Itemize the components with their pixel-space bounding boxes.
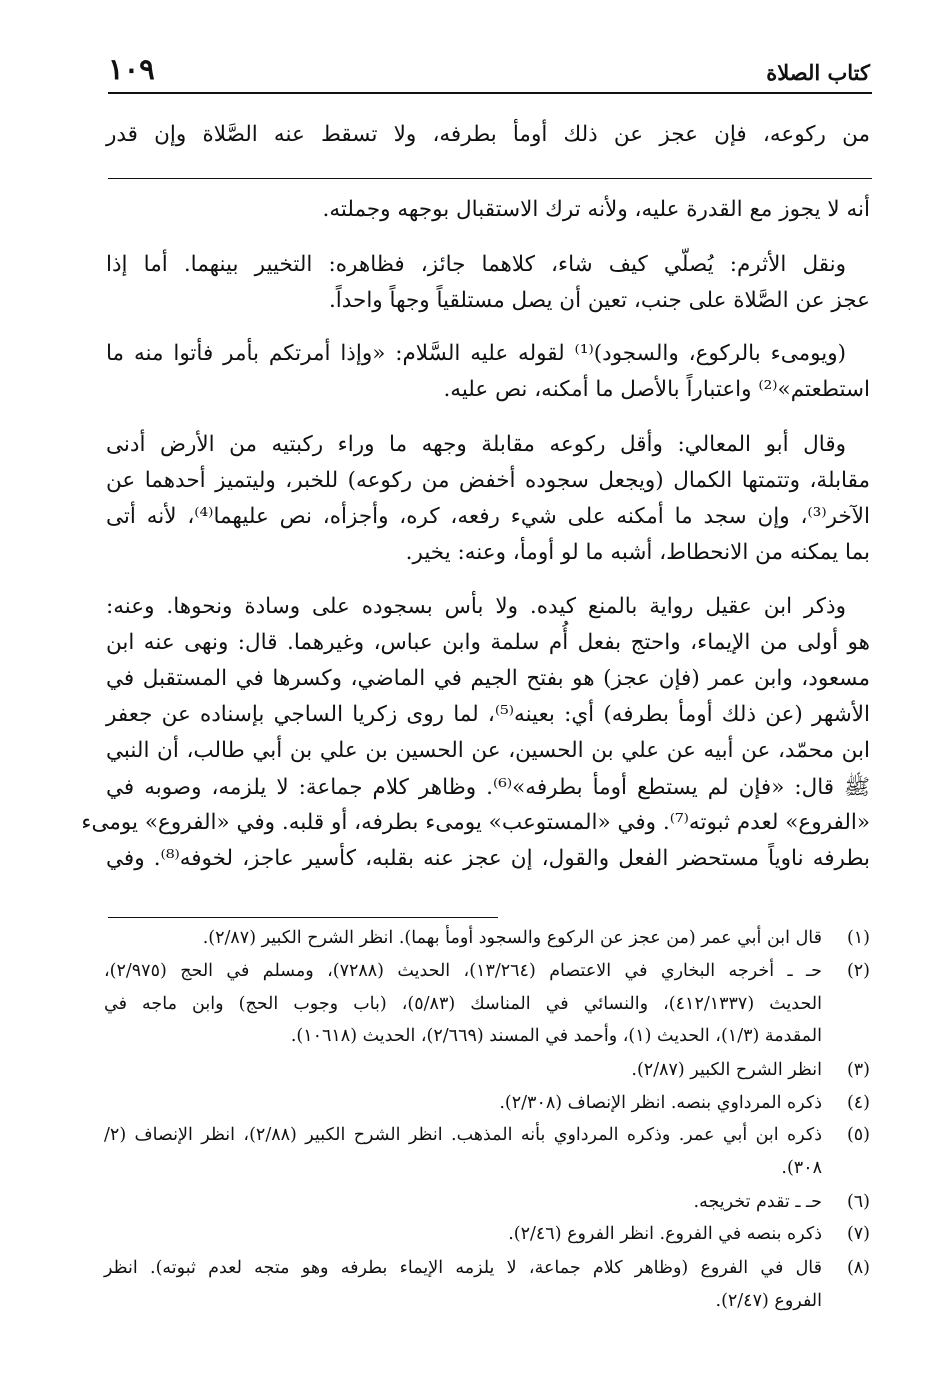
- body-line: بطرفه ناوياً مستحضر الفعل والقول، إن عجز عنه بقلبه، كأسير عاجز، لخوفه⁽⁸⁾. وفي: [106, 846, 871, 871]
- footnote-text: الفروع (٢/٤٧).: [715, 1291, 822, 1311]
- body-line: ﷺ قال: «فإن لم يستطع أومأ بطرفه»⁽⁶⁾. وظاهر كلام جماعة: لا يلزمه، وصوبه في: [106, 775, 870, 800]
- footnote-number: (٧): [846, 1224, 870, 1244]
- footnote-text: ذكره المرداوي بنصه. انظر الإنصاف (٢/٣٠٨).: [499, 1093, 822, 1113]
- footnote-number: (١): [846, 928, 870, 948]
- body-line: (ويومىء بالركوع، والسجود)⁽¹⁾ لقوله عليه السَّلام: «وإذا أمرتكم بأمر فأتوا منه ما: [106, 341, 846, 366]
- carry-over-line: من ركوعه، فإن عجز عن ذلك أومأ بطرفه، ولا تسقط عنه الصَّلاة وإن قدر: [106, 122, 871, 147]
- body-line: «الفروع» لعدم ثبوته⁽⁷⁾. وفي «المستوعب» يومىء بطرفه، أو قلبه. وفي «الفروع» يومىء: [81, 810, 870, 835]
- footnote-text: ذكره ابن أبي عمر. وذكره المرداوي بأنه المذهب. انظر الشرح الكبير (٢/٨٨)، انظر الإنصاف (٢/: [104, 1125, 822, 1145]
- body-line: وقال أبو المعالي: وأقل ركوعه مقابلة وجهه ما وراء ركبتيه من الأرض أدنى: [106, 432, 846, 457]
- body-line: الآخر⁽³⁾، وإن سجد ما أمكنه على شيء رفعه، كره، وأجزأه، نص عليهما⁽⁴⁾، لأنه أتى: [106, 504, 870, 529]
- running-header: [108, 52, 870, 92]
- footnote-number: (٣): [846, 1060, 870, 1080]
- footnote-rule: [108, 917, 498, 918]
- book-title: كتاب الصلاة: [766, 60, 870, 85]
- body-line: مقابلة، وتتمتها الكمال (ويجعل سجوده أخفض من ركوعه) للخبر، وليتميز أحدهما عن: [106, 468, 870, 493]
- footnote-number: (٦): [846, 1192, 870, 1212]
- footnote-text: الحديث (٤١٢/١٣٣٧)، والنسائي في المناسك (٥/٨٣)، (باب وجوب الحج) وابن ماجه في: [104, 994, 822, 1014]
- body-line: عجز عن الصَّلاة على جنب، تعين أن يصل مستلقياً وجهاً واحداً.: [328, 288, 870, 313]
- footnote-text: حـ ـ أخرجه البخاري في الاعتصام (١٣/٢٦٤)، الحديث (٧٢٨٨)، ومسلم في الحج (٢/٩٧٥)،: [104, 961, 822, 981]
- body-line: الأشهر (عن ذلك أومأ بطرفه) أي: بعينه⁽⁵⁾، لما روى زكريا الساجي بإسناده عن جعفر: [106, 702, 870, 727]
- footnote-number: (٢): [846, 961, 870, 981]
- footnote-number: (٥): [846, 1125, 870, 1145]
- body-line: ابن محمّد، عن أبيه عن علي بن الحسين، عن الحسين بن علي بن أبي طالب، أن النبي: [106, 738, 870, 763]
- carry-over-rule: [108, 178, 872, 179]
- body-line: استطعتم»⁽²⁾ واعتباراً بالأصل ما أمكنه، نص عليه.: [443, 377, 870, 402]
- body-line: ونقل الأثرم: يُصلّي كيف شاء، كلاهما جائز، فظاهره: التخيير بينهما. أما إذا: [106, 252, 846, 277]
- footnote-text: المقدمة (١/٣)، الحديث (١)، وأحمد في المسند (٢/٦٦٩)، الحديث (١٠٦١٨).: [290, 1026, 822, 1046]
- footnote-text: انظر الشرح الكبير (٢/٨٧).: [631, 1060, 822, 1080]
- page-number: ١٠٩: [108, 52, 155, 86]
- footnote-number: (٤): [846, 1093, 870, 1113]
- footnote-text: قال ابن أبي عمر (من عجز عن الركوع والسجود أومأ بهما). انظر الشرح الكبير (٢/٨٧).: [202, 928, 822, 948]
- body-line: وذكر ابن عقيل رواية بالمنع كيده. ولا بأس بسجوده على وسادة ونحوها. وعنه:: [106, 594, 846, 619]
- footnote-number: (٨): [846, 1258, 870, 1278]
- footnote-text: ٣٠٨).: [781, 1158, 822, 1178]
- body-line: أنه لا يجوز مع القدرة عليه، ولأنه ترك الاستقبال بوجهه وجملته.: [322, 197, 870, 222]
- body-line: مسعود، وابن عمر (فإن عجز) هو بفتح الجيم في الماضي، وكسرها في المستقبل في: [106, 666, 870, 691]
- footnote-text: حـ ـ تقدم تخريجه.: [693, 1192, 822, 1212]
- footnote-text: ذكره بنصه في الفروع. انظر الفروع (٢/٤٦).: [508, 1224, 822, 1244]
- body-line: هو أولى من الإيماء، واحتج بفعل أُم سلمة وابن عباس، وغيرهما. قال: ونهى عنه ابن: [106, 630, 870, 655]
- header-rule: [108, 92, 872, 94]
- body-line: بما يمكنه من الانحطاط، أشبه ما لو أومأ، وعنه: يخير.: [405, 540, 870, 565]
- footnote-text: قال في الفروع (وظاهر كلام جماعة، لا يلزمه الإيماء بطرفه وهو متجه لعدم ثبوته). انظر: [104, 1258, 822, 1278]
